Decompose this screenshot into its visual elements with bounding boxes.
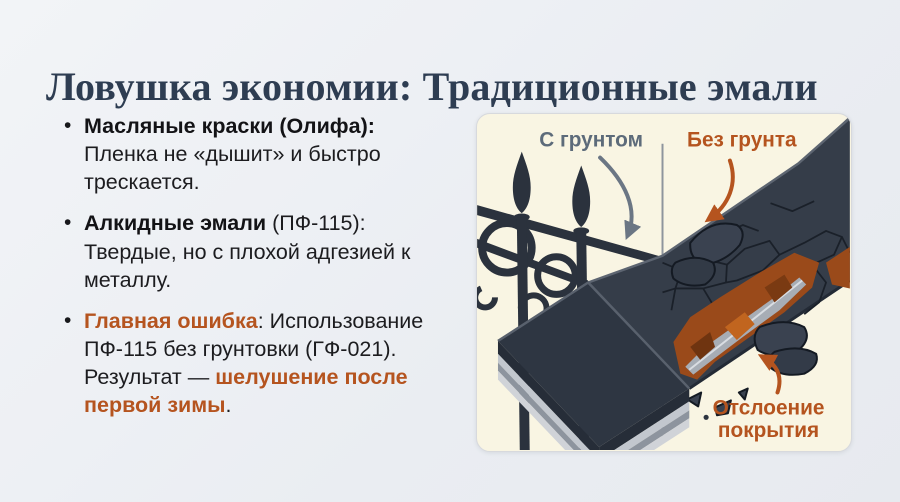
list-item-lead: Алкидные эмали bbox=[84, 211, 267, 236]
label-peeling-line2: покрытия bbox=[717, 419, 820, 443]
list-item-text: Пленка не «дышит» и быстро трескается. bbox=[84, 142, 381, 195]
list-item-accent: Главная ошибка bbox=[84, 308, 258, 333]
bullet-list bbox=[62, 112, 424, 433]
fence-paint-illustration bbox=[477, 114, 850, 450]
label-with-primer: С грунтом bbox=[539, 128, 644, 152]
page-title: Ловушка экономии: Традиционные эмали bbox=[46, 63, 818, 109]
list-item-alkyd-enamels bbox=[62, 209, 424, 293]
list-item-lead: Масляные краски (Олифа): bbox=[84, 114, 375, 138]
label-peeling-line1: Отслоение bbox=[712, 396, 825, 420]
list-item-text: : Использование ПФ-115 без грунтовки (ГФ-021). Результат — bbox=[84, 308, 424, 390]
list-item-text: (ПФ-115): Твердые, но с плохой адгезией к металлу. bbox=[84, 211, 411, 292]
arrow-with-primer bbox=[600, 158, 632, 235]
list-item-main-mistake bbox=[62, 307, 424, 420]
list-item-accent: шелушение после первой зимы bbox=[84, 365, 408, 418]
label-without-primer: Без грунта bbox=[686, 128, 797, 152]
primer-comparison-illustration bbox=[476, 113, 852, 452]
list-item-oil-paints bbox=[62, 112, 424, 196]
list-item-text: . bbox=[225, 393, 232, 418]
